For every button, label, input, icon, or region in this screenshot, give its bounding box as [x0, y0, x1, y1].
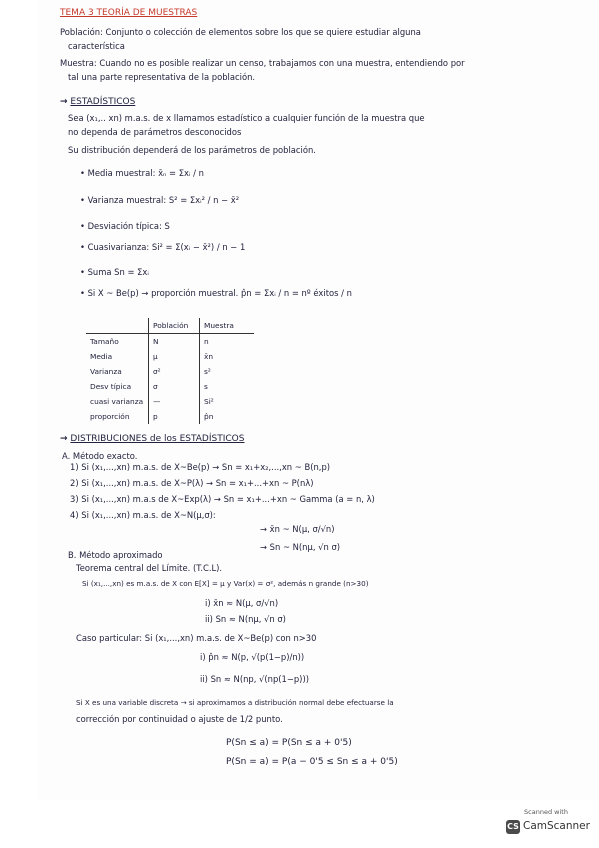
muestra-def: Muestra: Cuando no es posible realizar un censo, trabajamos con una muestra, entendiendo por — [60, 58, 465, 68]
table-cell: σ² — [149, 364, 200, 379]
table-row — [86, 409, 254, 424]
exacto-item-4b: → Sn ~ N(nμ, √n σ) — [260, 542, 341, 552]
estadisticos-heading-text: ESTADÍSTICOS — [70, 97, 136, 107]
tcl-title: Teorema central del Límite. (T.C.L). — [76, 563, 223, 573]
statistics-table — [86, 318, 254, 424]
camscanner-logo-icon: CS — [506, 820, 520, 834]
table-header-cell: Población — [149, 318, 200, 334]
table-row — [86, 349, 254, 364]
caso-ii: ii) Sn ≈ N(np, √(np(1−p))) — [200, 674, 309, 684]
table-cell: cuasi varianza — [86, 394, 149, 409]
camscanner-watermark — [500, 808, 592, 840]
table-cell: N — [149, 334, 200, 350]
exacto-item-4a: → x̄n ~ N(μ, σ/√n) — [260, 524, 335, 534]
table-cell: Media — [86, 349, 149, 364]
table-cell: — — [149, 394, 200, 409]
table-cell: Desv típica — [86, 379, 149, 394]
suma: • Suma Sn = Σxᵢ — [80, 267, 149, 277]
metodo-aproximado: B. Método aproximado — [68, 550, 163, 560]
desviacion-tipica: • Desviación típica: S — [80, 221, 170, 231]
tcl-ii: ii) Sn ≈ N(nμ, √n σ) — [205, 614, 286, 624]
varianza-muestral: • Varianza muestral: S² = Σxᵢ² / n − x̄² — [80, 195, 240, 205]
tcl-statement: Si (x₁,...,xn) es m.a.s. de X con E[X] = μ y Var(x) = σ², además n grande (n>30) — [82, 579, 369, 588]
continuidad-note: Si X es una variable discreta → si aproximamos a distribución normal debe efectuarse la — [76, 698, 394, 707]
formula-eq: P(Sn = a) = P(a − 0'5 ≤ Sn ≤ a + 0'5) — [226, 757, 398, 767]
table-cell: proporción — [86, 409, 149, 424]
table-header-cell: Muestra — [200, 318, 255, 334]
estadisticos-heading — [60, 97, 135, 107]
estadistico-def-cont: no dependa de parámetros desconocidos — [68, 127, 242, 137]
exacto-item-2: 2) Si (x₁,...,xn) m.a.s. de X~P(λ) → Sn = x₁+...+xn ~ P(nλ) — [70, 478, 314, 488]
table-header-cell — [86, 318, 149, 334]
caso-particular: Caso particular: Si (x₁,...,xn) m.a.s. de X~Be(p) con n>30 — [76, 633, 317, 643]
arrow-icon: → — [60, 434, 68, 444]
table-cell: Si² — [204, 397, 214, 406]
table-cell: s² — [204, 367, 211, 376]
proporcion-muestral: • Si X ~ Be(p) → proporción muestral. p̂n = Σxᵢ / n = nº éxitos / n — [80, 288, 352, 298]
cuasivarianza: • Cuasivarianza: Si² = Σ(xᵢ − x̄²) / n − 1 — [80, 242, 246, 252]
formula-le: P(Sn ≤ a) = P(Sn ≤ a + 0'5) — [226, 738, 352, 748]
table-header-row — [86, 318, 254, 334]
exacto-item-4: 4) Si (x₁,...,xn) m.a.s. de X~N(μ,σ): — [70, 510, 216, 520]
table-cell: Tamaño — [86, 334, 149, 350]
table-cell: n — [204, 337, 209, 346]
table-cell: p — [149, 409, 200, 424]
table-row — [86, 364, 254, 379]
distribucion-note: Su distribución dependerá de los parámetros de población. — [68, 145, 316, 155]
continuidad-note-cont: corrección por continuidad o ajuste de 1/2 punto. — [76, 714, 283, 724]
page-title: TEMA 3 TEORÍA DE MUESTRAS — [60, 8, 198, 18]
table-row — [86, 394, 254, 409]
poblacion-def: Población: Conjunto o colección de elementos sobre los que se quiere estudiar alguna — [60, 27, 421, 37]
table-cell: σ — [149, 379, 200, 394]
table-row — [86, 379, 254, 394]
table-row — [86, 334, 254, 350]
distribuciones-heading — [60, 434, 244, 444]
media-muestral: • Media muestral: x̄ₙ = Σxᵢ / n — [80, 168, 204, 178]
arrow-icon: → — [60, 97, 68, 107]
estadistico-def: Sea (x₁,.. xn) m.a.s. de x llamamos estadístico a cualquier función de la muestra que — [68, 113, 425, 123]
metodo-exacto: A. Método exacto. — [62, 451, 138, 461]
distribuciones-heading-text: DISTRIBUCIONES de los ESTADÍSTICOS — [70, 434, 245, 444]
exacto-item-1: 1) Si (x₁,...,xn) m.a.s. de X~Be(p) → Sn = x₁+x₂,...,xn ~ B(n,p) — [70, 462, 331, 472]
watermark-brand: CamScanner — [523, 820, 590, 832]
table-cell: x̄n — [204, 352, 214, 361]
table-cell: s — [204, 382, 208, 391]
muestra-def-cont: tal una parte representativa de la población. — [68, 72, 256, 82]
watermark-caption: Scanned with — [524, 808, 568, 816]
tcl-i: i) x̄n ≈ N(μ, σ/√n) — [205, 598, 279, 608]
table-cell: Varianza — [86, 364, 149, 379]
exacto-item-3: 3) Si (x₁,...,xn) m.a.s de X~Exp(λ) → Sn = x₁+...+xn ~ Gamma (a = n, λ) — [70, 494, 375, 504]
table-cell: μ — [149, 349, 200, 364]
table-cell: p̂n — [204, 412, 214, 421]
caso-i: i) p̂n ≈ N(p, √(p(1−p)/n)) — [200, 652, 305, 662]
poblacion-def-cont: característica — [68, 41, 125, 51]
